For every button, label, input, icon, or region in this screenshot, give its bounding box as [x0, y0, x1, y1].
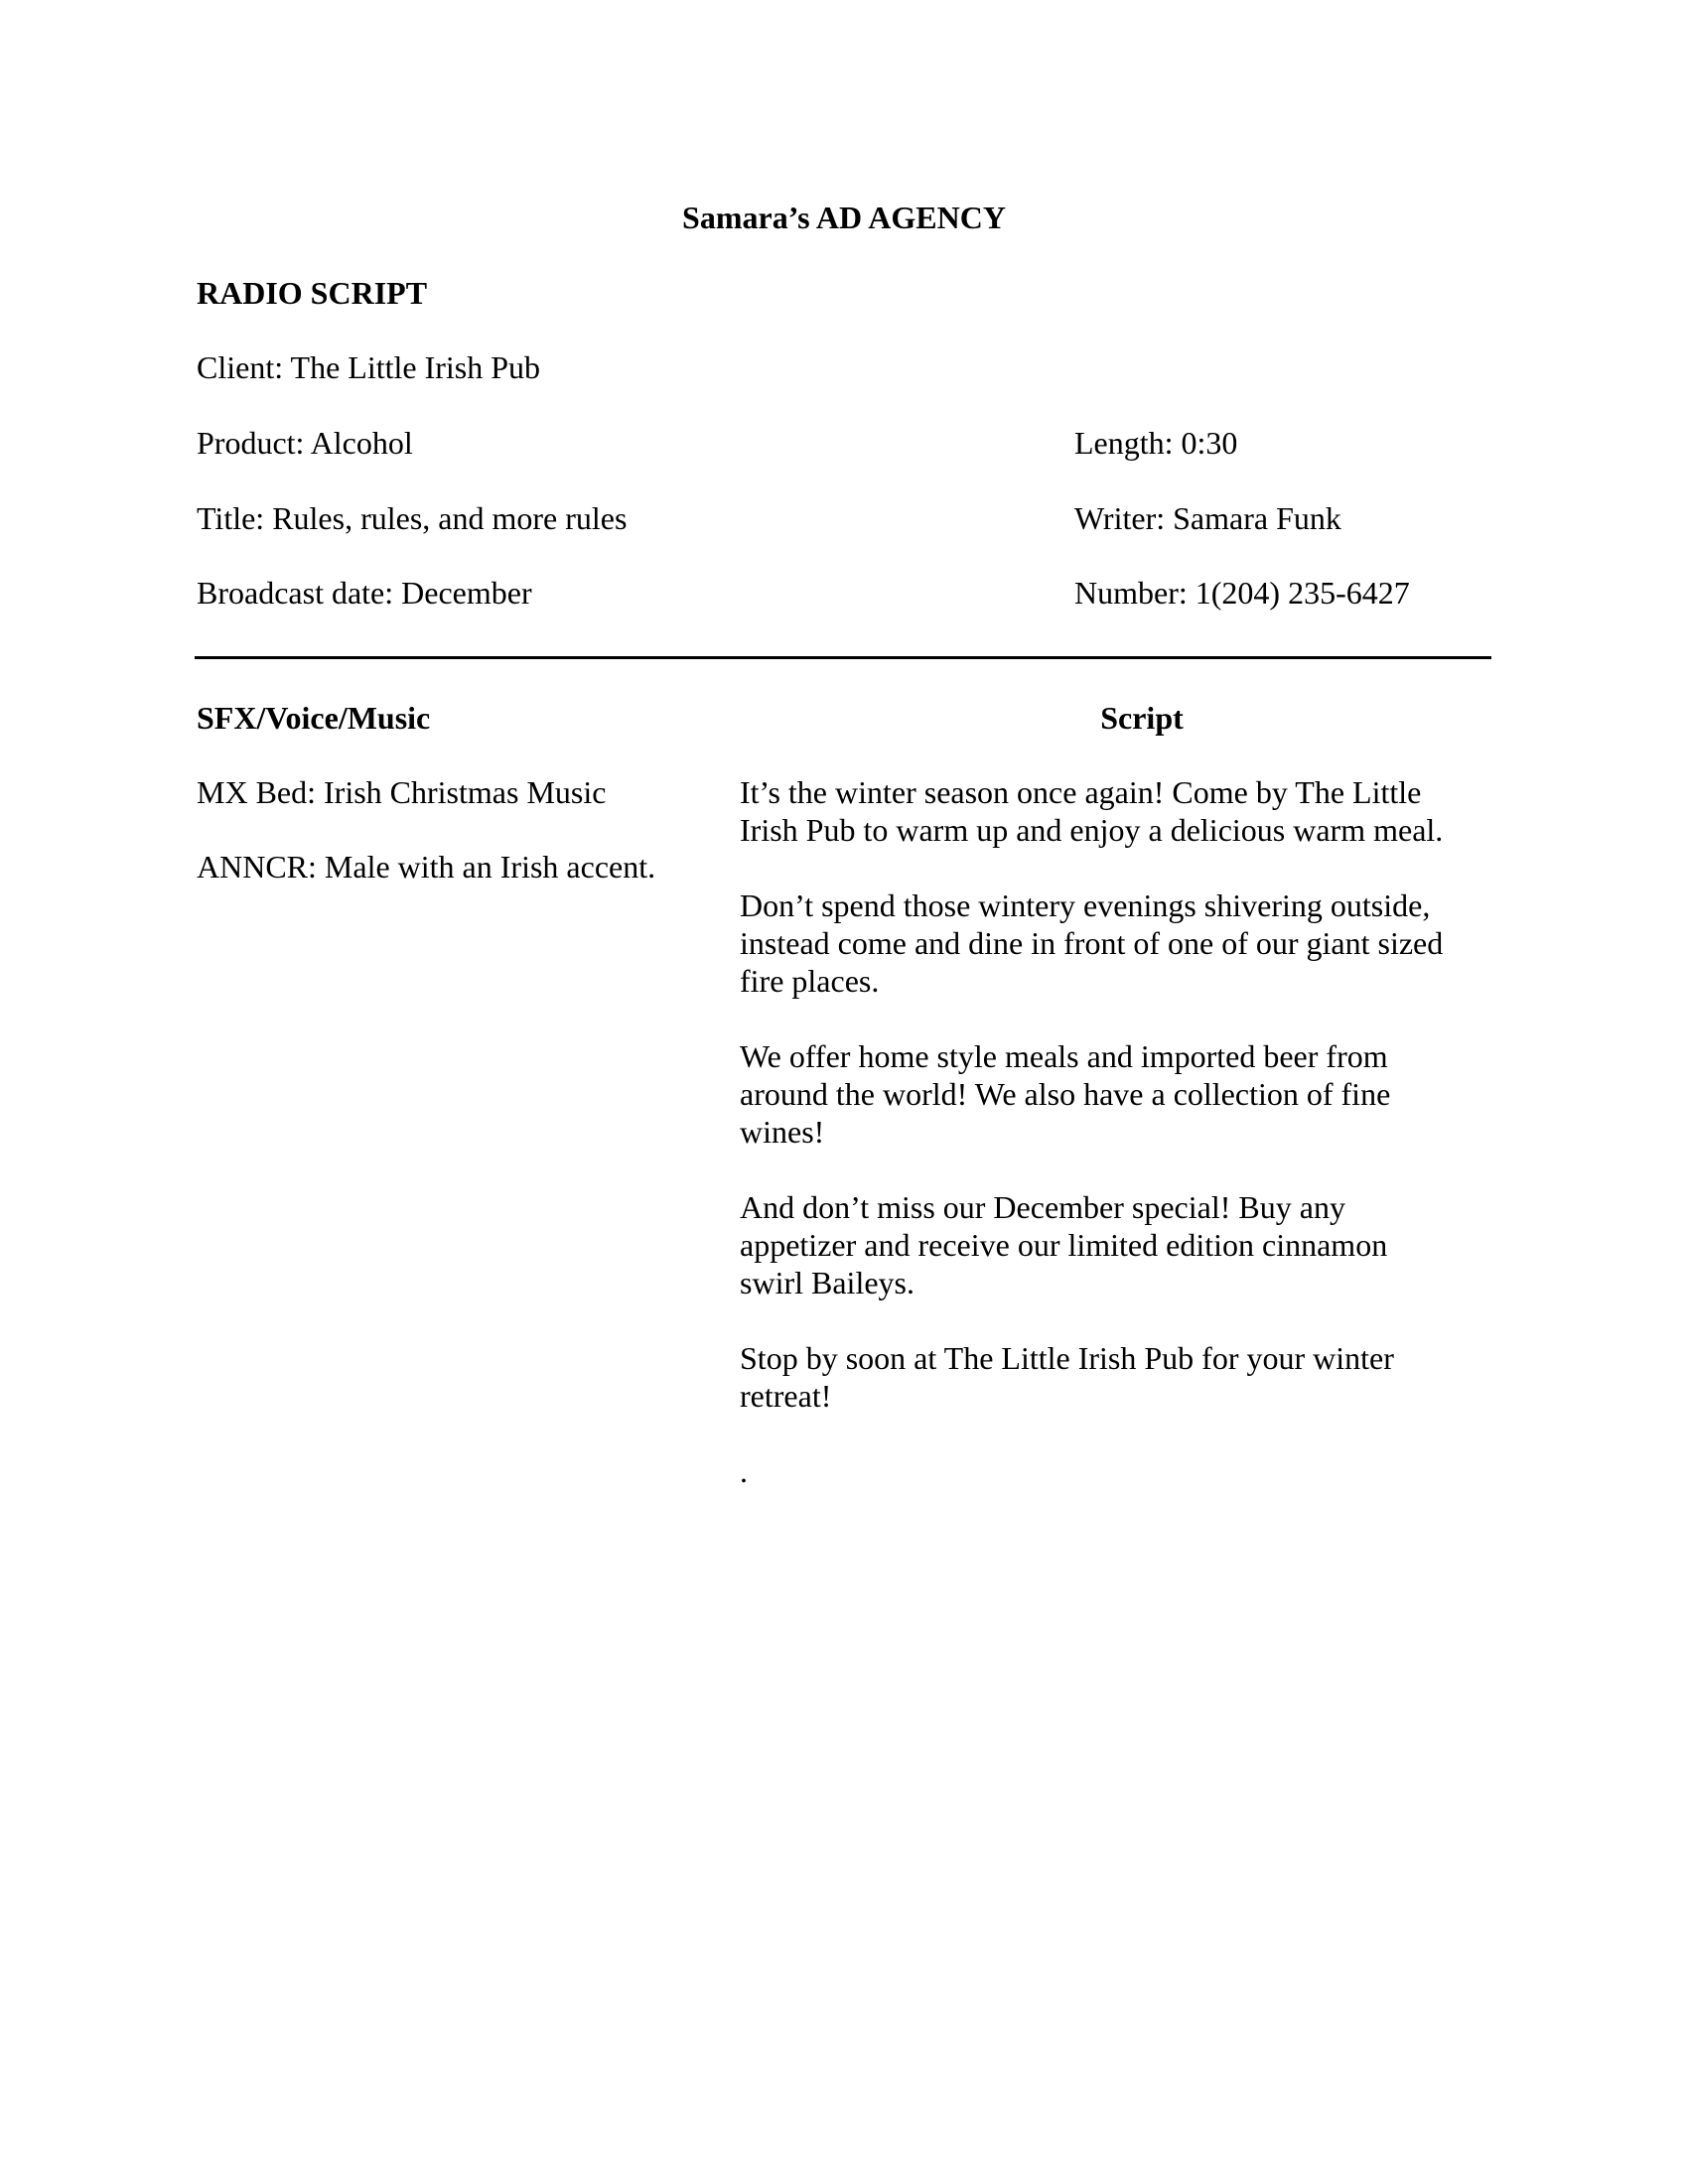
script-line: around the world! We also have a collection of fine: [740, 1076, 1391, 1112]
script-line: And don’t miss our December special! Buy any: [740, 1189, 1345, 1225]
script-line: wines!: [740, 1114, 825, 1150]
music-bed-note: MX Bed: Irish Christmas Music: [197, 774, 607, 810]
script-line: retreat!: [740, 1378, 832, 1414]
header-divider: [195, 656, 1491, 659]
script-line: appetizer and receive our limited edition cinnamon: [740, 1227, 1388, 1263]
announcer-note: ANNCR: Male with an Irish accent.: [197, 849, 656, 885]
script-line: Stop by soon at The Little Irish Pub for your winter: [740, 1340, 1394, 1376]
script-paragraph: [740, 1188, 1494, 1301]
sfx-voice-music-heading: SFX/Voice/Music: [197, 700, 431, 736]
script-line: It’s the winter season once again! Come by The Little: [740, 774, 1422, 810]
broadcast-date-line: Broadcast date: December: [197, 575, 532, 611]
script-body: [740, 773, 1494, 1528]
script-paragraph: [740, 1452, 1494, 1490]
agency-name: Samara’s AD AGENCY: [682, 200, 1006, 235]
script-paragraph: [740, 887, 1494, 1000]
script-heading: Script: [1100, 700, 1184, 736]
script-line: instead come and dine in front of one of our giant sized: [740, 925, 1444, 961]
script-line: Don’t spend those wintery evenings shivering outside,: [740, 887, 1431, 923]
title-line: Title: Rules, rules, and more rules: [197, 500, 628, 536]
script-line: swirl Baileys.: [740, 1265, 914, 1300]
document-type-heading: RADIO SCRIPT: [197, 275, 428, 311]
script-paragraph: [740, 1037, 1494, 1151]
script-line: We offer home style meals and imported beer from: [740, 1038, 1388, 1074]
client-line: Client: The Little Irish Pub: [197, 349, 541, 385]
product-line: Product: Alcohol: [197, 425, 413, 461]
script-line: Irish Pub to warm up and enjoy a delicious warm meal.: [740, 812, 1444, 848]
number-line: Number: 1(204) 235-6427: [1074, 575, 1410, 611]
length-line: Length: 0:30: [1074, 425, 1238, 461]
script-paragraph: [740, 1339, 1494, 1415]
writer-line: Writer: Samara Funk: [1074, 500, 1341, 536]
script-line: fire places.: [740, 963, 880, 999]
script-paragraph: [740, 773, 1494, 849]
trailing-period: .: [740, 1453, 748, 1489]
